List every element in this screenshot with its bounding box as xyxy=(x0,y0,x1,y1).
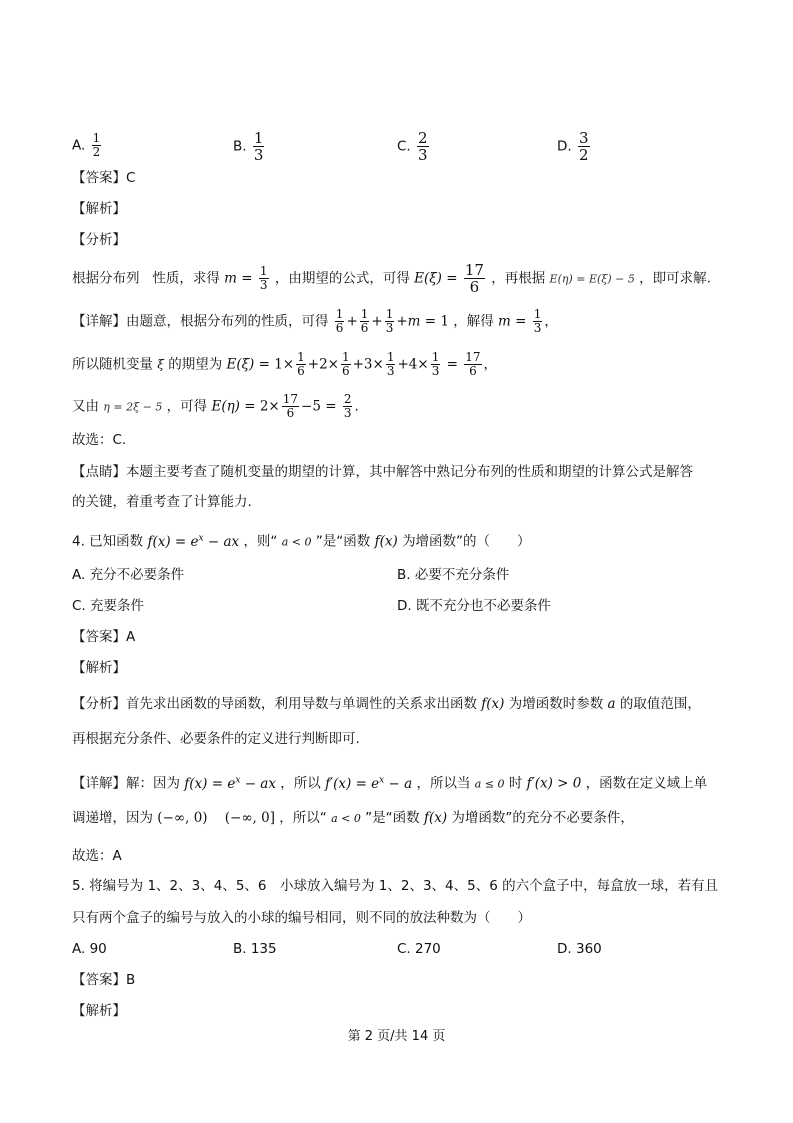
fraction xyxy=(578,130,590,163)
fraction xyxy=(92,132,102,159)
numerator: 1 xyxy=(385,307,394,321)
fraction xyxy=(282,393,299,420)
denominator: 6 xyxy=(335,321,344,335)
math: (−∞, 0) xyxy=(157,810,208,826)
denominator: 3 xyxy=(386,364,395,378)
numerator: 17 xyxy=(464,261,484,279)
fraction xyxy=(417,130,429,163)
fraction xyxy=(464,262,485,295)
numerator: 1 xyxy=(533,307,542,321)
q5-stem-line-2: 只有两个盒子的编号与放入的小球的编号相同，则不同的放法种数为（ ） xyxy=(72,910,531,926)
fraction xyxy=(343,393,353,420)
text: ，解得 xyxy=(453,313,494,330)
option-label: A. xyxy=(72,137,86,154)
text: ，则“ xyxy=(243,533,278,550)
q5-option-d: D. 360 xyxy=(557,941,602,957)
q3-dianjing-line-2: 的关键，着重考查了计算能力. xyxy=(72,494,252,510)
q4-fenxi-line-2: 再根据充分条件、必要条件的定义进行判断即可. xyxy=(72,731,360,747)
text: ”是“函数 xyxy=(315,533,371,550)
text: 又由 xyxy=(72,398,99,415)
math: a xyxy=(607,696,616,712)
q5-option-c: C. 270 xyxy=(397,941,441,957)
option-label: D. xyxy=(557,138,572,155)
numerator: 2 xyxy=(418,129,428,147)
q4-option-c: C. 充要条件 xyxy=(72,598,145,614)
math: a < 0 xyxy=(331,812,361,825)
q5-option-b: B. 135 xyxy=(233,941,277,957)
text: ，可得 xyxy=(166,398,208,415)
denominator: 3 xyxy=(385,321,394,335)
fraction xyxy=(360,308,370,335)
text: ，函数在定义域上单 xyxy=(585,775,708,792)
text: ”是“函数 xyxy=(365,810,420,826)
q3-fenxi-tag: 【分析】 xyxy=(72,232,126,248)
math: +3× xyxy=(352,356,384,373)
fraction xyxy=(386,351,396,378)
denominator: 3 xyxy=(253,146,264,164)
q3-option-c xyxy=(397,130,431,163)
math-m: m xyxy=(224,270,237,287)
denominator: 6 xyxy=(286,406,295,420)
numerator: 1 xyxy=(253,129,264,147)
text: ，再根据 xyxy=(491,270,546,287)
q3-eta-line: 又由 η = 2ξ − 5 ，可得 E(η) = 2× $\frac{17}{6}$ −5 = $\frac{2}{3}$ . xyxy=(72,392,359,420)
page-footer: 第 2 页/共 14 页 xyxy=(347,1029,446,1044)
math: $f'(x) = e^x - a$ xyxy=(325,775,413,792)
q3-dianjing-line-1: 【点睛】本题主要考查了随机变量的期望的计算，其中解答中熟记分布列的性质和期望的计算公式是解答 xyxy=(72,464,693,480)
text: 为增函数”的充分不必要条件， xyxy=(451,810,634,826)
text: 根据分布列 xyxy=(72,270,140,287)
q4-jiexi: 【解析】 xyxy=(72,660,126,676)
denominator: 6 xyxy=(360,321,369,335)
numerator: 1 xyxy=(341,350,350,364)
q3-option-a xyxy=(72,132,103,159)
text: 【分析】首先求出函数的导函数，利用导数与单调性的关系求出函数 xyxy=(72,696,477,712)
denominator: 2 xyxy=(578,146,589,164)
math: m xyxy=(407,313,421,330)
math: = xyxy=(442,356,463,373)
math: = xyxy=(236,270,257,287)
text: 为增函数时参数 xyxy=(508,696,604,712)
fraction xyxy=(335,308,345,335)
math: = xyxy=(441,270,462,287)
math: +2× xyxy=(307,356,339,373)
text: 所以随机变量 xyxy=(72,356,153,373)
text: ，由期望的公式，可得 xyxy=(274,270,410,287)
math: −5 = xyxy=(301,398,341,415)
fraction xyxy=(533,308,543,335)
math: +4× xyxy=(397,356,429,373)
math: f(x) xyxy=(374,533,398,550)
q5-option-a: A. 90 xyxy=(72,941,107,957)
denominator: 3 xyxy=(259,278,268,292)
q4-xiangjie-line-1 xyxy=(72,770,707,795)
numerator: 17 xyxy=(282,392,299,406)
text: ，所以当 xyxy=(416,775,471,792)
text: 调递增，因为 xyxy=(72,810,153,826)
math: = xyxy=(510,313,531,330)
q5-jiexi: 【解析】 xyxy=(72,1003,126,1019)
math: (−∞, 0] xyxy=(224,810,275,826)
math: E(ξ) xyxy=(226,356,255,373)
numerator: 2 xyxy=(343,392,352,406)
text: 为增函数”的（ ） xyxy=(402,533,531,550)
numerator: 1 xyxy=(335,307,344,321)
denominator: 2 xyxy=(92,145,101,159)
math: m xyxy=(498,313,511,330)
option-label: B. xyxy=(233,138,247,155)
option-label: C. xyxy=(397,138,411,155)
numerator: 1 xyxy=(259,264,268,278)
q3-expectation-line: 所以随机变量 ξ 的期望为 E(ξ) = 1× $\frac{1}{6}$ +2× $\frac{1}{6}$ +3× $\frac{1}{3}$ +4× $\frac{1}{3}$ = $\frac{17}{6}$ ， xyxy=(72,350,498,378)
math: E(η) = E(ξ) − 5 xyxy=(549,272,635,286)
q3-xiangjie-line: 【详解】由题意，根据分布列的性质，可得 $\frac{1}{6}$ + $\frac{1}{6}$ + $\frac{1}{3}$ +m = 1 ，解得 m = $\frac{1}{3}$ ， xyxy=(72,307,558,335)
math: f′(x) > 0 xyxy=(526,775,582,792)
text: ，所以 xyxy=(280,775,321,792)
math: + xyxy=(371,313,383,330)
q4-xiangjie-line-2 xyxy=(72,808,634,829)
q4-option-d: D. 既不充分也不必要条件 xyxy=(397,598,551,614)
math: = 2× xyxy=(239,398,280,415)
text: 的取值范围， xyxy=(619,696,701,712)
text: 由题意，根据分布列的性质，可得 xyxy=(126,313,329,330)
q4-answer: 【答案】A xyxy=(72,629,136,645)
denominator: 6 xyxy=(469,278,480,296)
math: + xyxy=(396,313,408,330)
text: 的期望为 xyxy=(168,356,223,373)
math: = 1 xyxy=(420,313,449,330)
math: E(ξ) xyxy=(414,270,442,287)
numerator: 1 xyxy=(92,131,101,145)
math: $f(x) = e^x$ − ax xyxy=(147,533,240,550)
numerator: 1 xyxy=(386,350,395,364)
fraction xyxy=(296,351,306,378)
math: $f(x) = e^x$ − ax xyxy=(184,775,276,792)
fraction xyxy=(385,308,395,335)
fraction xyxy=(464,351,481,378)
numerator: 1 xyxy=(431,350,440,364)
denominator: 6 xyxy=(469,364,477,378)
denominator: 3 xyxy=(533,321,542,335)
fraction xyxy=(431,351,441,378)
denominator: 3 xyxy=(343,406,352,420)
q5-stem-line-1: 5. 将编号为 1、2、3、4、5、6 小球放入编号为 1、2、3、4、5、6 的六个盒子中，每盒放一球，若有且 xyxy=(72,878,719,894)
numerator: 17 xyxy=(465,350,481,364)
q3-answer: 【答案】C xyxy=(72,170,136,186)
q5-answer: 【答案】B xyxy=(72,972,136,988)
q3-option-b xyxy=(233,130,266,163)
text: ，即可求解. xyxy=(639,270,711,287)
fraction xyxy=(253,130,265,163)
q4-stem xyxy=(72,528,531,553)
math: = 1× xyxy=(254,356,295,373)
math: + xyxy=(346,313,358,330)
math: a ≤ 0 xyxy=(474,777,505,791)
math: f(x) xyxy=(423,810,448,826)
fraction xyxy=(341,351,351,378)
math: η = 2ξ − 5 xyxy=(103,400,163,414)
text: 时 xyxy=(508,775,523,792)
denominator: 6 xyxy=(341,364,350,378)
tag: 【详解】 xyxy=(72,313,126,330)
denominator: 3 xyxy=(418,146,428,164)
q3-fenxi-line xyxy=(72,262,711,295)
q3-jiexi: 【解析】 xyxy=(72,201,126,217)
denominator: 6 xyxy=(297,364,305,378)
text: ，所以“ xyxy=(279,810,327,826)
text: 【详解】解：因为 xyxy=(72,775,180,792)
math: f(x) xyxy=(481,696,505,712)
text: 4. 已知函数 xyxy=(72,533,144,550)
numerator: 1 xyxy=(360,307,369,321)
q3-option-d xyxy=(557,130,592,163)
math: E(η) xyxy=(211,398,240,415)
math: a < 0 xyxy=(281,535,312,549)
q4-fenxi-line-1 xyxy=(72,694,701,714)
numerator: 1 xyxy=(297,350,305,364)
q4-guxuan: 故选：A xyxy=(72,848,122,864)
q4-option-a: A. 充分不必要条件 xyxy=(72,567,185,583)
q3-guxuan: 故选：C. xyxy=(72,432,127,448)
text: 性质，求得 xyxy=(152,270,220,287)
denominator: 3 xyxy=(431,364,440,378)
fraction xyxy=(259,265,269,292)
numerator: 3 xyxy=(578,129,589,147)
math: ξ xyxy=(157,357,164,372)
q4-option-b: B. 必要不充分条件 xyxy=(397,567,510,583)
